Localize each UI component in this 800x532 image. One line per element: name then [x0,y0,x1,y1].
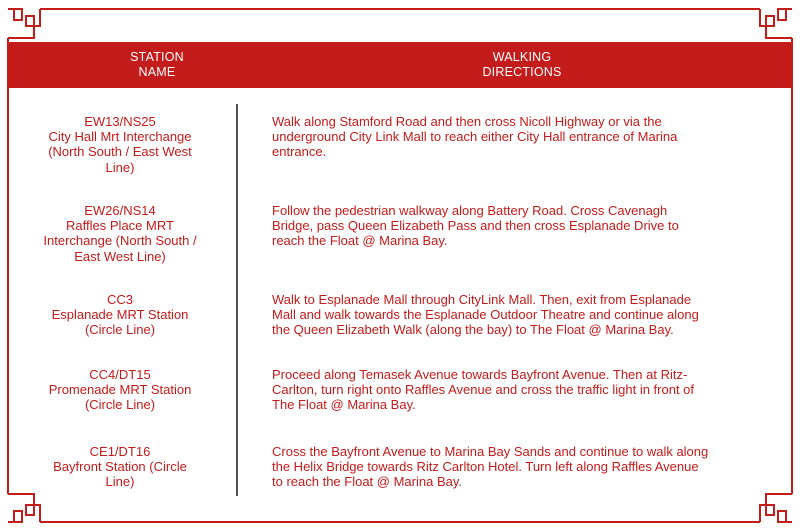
walking-directions: Cross the Bayfront Avenue to Marina Bay Sands and continue to walk along the Helix Bridge towards Ritz Carlton Hotel. Turn left along Raffles Avenue to reach the Float @ Marina Bay. [272,444,709,490]
header-walking-directions: WALKING DIRECTIONS [482,50,562,79]
column-divider [236,104,238,496]
walking-directions: Walk along Stamford Road and then cross Nicoll Highway or via the underground City Link Mall to reach either City Hall entrance of Marina entrance. [272,114,678,160]
header-station-name: STATION NAME [130,50,184,79]
table-header [7,42,793,88]
station-name: EW13/NS25 City Hall Mrt Interchange (North South / East West Line) [48,114,192,175]
station-name: CC4/DT15 Promenade MRT Station (Circle Line) [48,367,192,413]
station-name: EW26/NS14 Raffles Place MRT Interchange (North South / East West Line) [43,203,197,264]
walking-directions: Follow the pedestrian walkway along Battery Road. Cross Cavenagh Bridge, pass Queen Elizabeth Pass and then cross Esplanade Drive to reach the Float @ Marina Bay. [272,203,679,249]
walking-directions: Walk to Esplanade Mall through CityLink Mall. Then, exit from Esplanade Mall and walk towards the Esplanade Outdoor Theatre and continue along the Queen Elizabeth Walk (along the bay) to The Float @ Marina Bay. [272,292,699,338]
station-name: CE1/DT16 Bayfront Station (Circle Line) [53,444,187,490]
walking-directions: Proceed along Temasek Avenue towards Bayfront Avenue. Then at Ritz- Carlton, turn right onto Raffles Avenue and cross the traffic light in front of The Float @ Marina Bay. [272,367,695,413]
station-name: CC3 Esplanade MRT Station (Circle Line) [51,292,189,338]
